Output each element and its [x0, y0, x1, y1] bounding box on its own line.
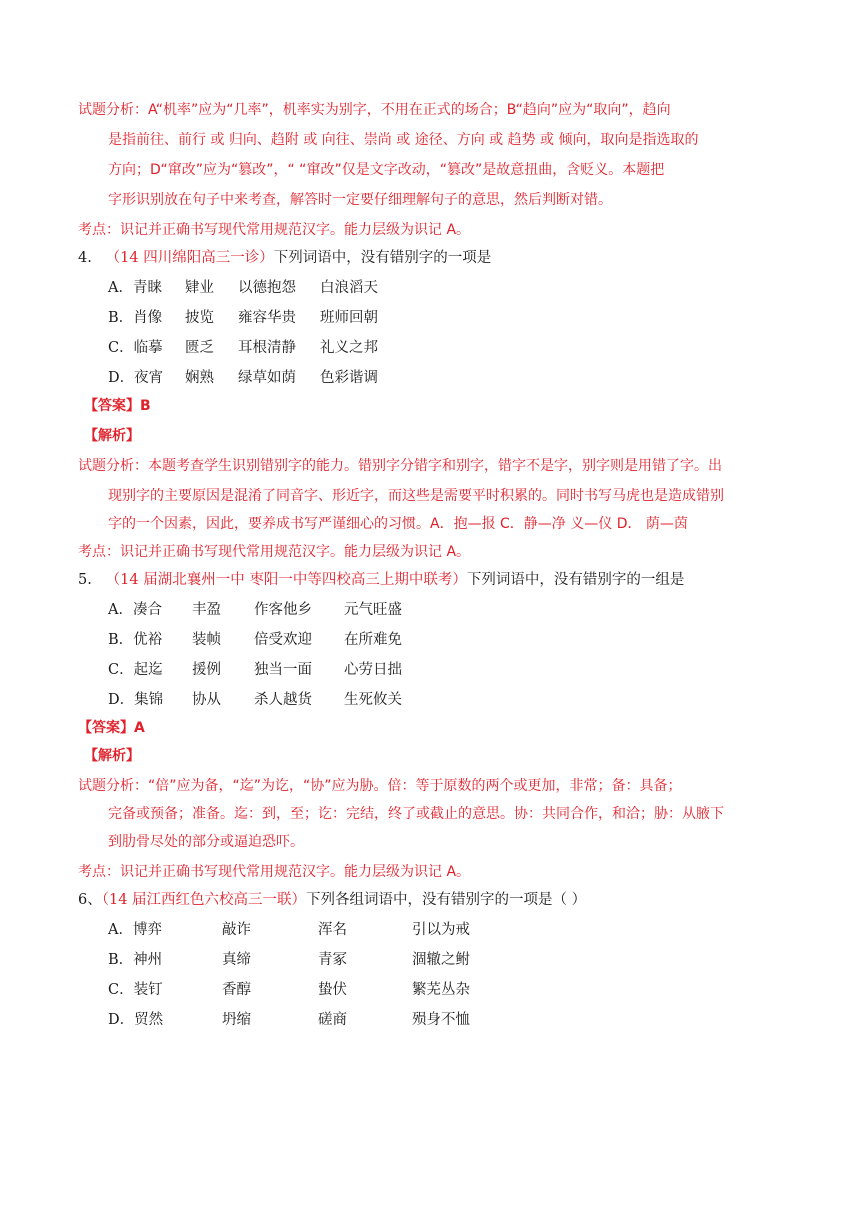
option-word: 磋商	[318, 1012, 347, 1028]
option-word: 真缔	[222, 952, 251, 968]
option-word: B．神州	[108, 952, 163, 968]
question-text: 下列词语中，没有错别字的一组是	[466, 572, 685, 588]
option-word: 援例	[192, 662, 221, 678]
analysis-line: 到肋骨尽处的部分或逼迫恐吓。	[108, 834, 304, 850]
option-word: 独当一面	[254, 662, 312, 678]
option-word: C．临摹	[108, 340, 163, 356]
option-word: 坍缩	[222, 1012, 251, 1028]
option-word: 匮乏	[185, 340, 214, 356]
kaodian-line: 考点：识记并正确书写现代常用规范汉字。能力层级为识记 A。	[78, 544, 471, 560]
question-number: 6、	[78, 892, 102, 908]
option-word: 涸辙之鲋	[412, 952, 470, 968]
option-word: 繁芜丛杂	[412, 982, 470, 998]
option-word: 装帧	[192, 632, 221, 648]
option-word: 耳根清静	[238, 340, 296, 356]
analysis-line: 是指前往、前行 或 归向、趋附 或 向往、崇尚 或 途径、方向 或 趋势 或 倾向，取向是指选取的	[108, 132, 699, 148]
kaodian-line: 考点：识记并正确书写现代常用规范汉字。能力层级为识记 A。	[78, 222, 471, 238]
option-word: 雍容华贵	[238, 310, 296, 326]
answer-label: 【答案】	[78, 720, 134, 736]
option-word: 青冢	[318, 952, 347, 968]
option-word: 绿草如荫	[238, 370, 296, 386]
option-word: 在所难免	[344, 632, 402, 648]
analysis-line: 试题分析：本题考查学生识别错别字的能力。错别字分错字和别字，错字不是字，别字则是用错了字。出	[78, 458, 722, 474]
option-word: 香醇	[222, 982, 251, 998]
question-6-stem	[78, 890, 586, 910]
option-word: 元气旺盛	[344, 602, 402, 618]
option-word: 白浪滔天	[320, 280, 378, 296]
option-word: 娴熟	[185, 370, 214, 386]
question-number: 4.	[78, 250, 92, 266]
option-word: 心劳日拙	[344, 662, 402, 678]
question-text: 下列各组词语中，没有错别字的一项是（ ）	[306, 892, 587, 908]
analysis-line: 现别字的主要原因是混淆了同音字、形近字，而这些是需要平时积累的。同时书写马虎也是造成错别	[108, 488, 724, 504]
option-word: 以德抱怨	[238, 280, 296, 296]
option-word: 倍受欢迎	[254, 632, 312, 648]
analysis-line: 字形识别放在句子中来考查，解答时一定要仔细理解句子的意思，然后判断对错。	[108, 192, 612, 208]
option-word: 班师回朝	[320, 310, 378, 326]
option-word: A．青睐	[108, 280, 162, 296]
option-word: 协从	[192, 692, 221, 708]
option-word: 【解析】	[84, 428, 140, 444]
option-word: 蛰伏	[318, 982, 347, 998]
option-word: 礼义之邦	[320, 340, 378, 356]
analysis-line: 方向；D“窜改”应为“篡改”，“ “窜改”仅是文字改动，“篡改”是故意扭曲，含贬义。本题把	[108, 162, 665, 178]
jiexi-label	[84, 746, 140, 766]
option-word: 【解析】	[84, 748, 140, 764]
option-word: A．凑合	[108, 602, 162, 618]
question-source: （14 届江西红色六校高三一联）	[101, 892, 307, 908]
answer-label: 【答案】	[84, 398, 140, 414]
kaodian-line: 考点：识记并正确书写现代常用规范汉字。能力层级为识记 A。	[78, 864, 471, 880]
option-word: 披览	[185, 310, 214, 326]
answer-line	[84, 396, 151, 416]
option-word: D．集锦	[108, 692, 164, 708]
question-4-stem	[78, 248, 491, 268]
analysis-line: 字的一个因素，因此，要养成书写严谨细心的习惯。A．抱—报 C．静—净 义—仪 D． 荫—茵	[108, 516, 688, 532]
answer-line	[78, 718, 145, 738]
option-word: A．博弈	[108, 922, 162, 938]
option-word: D．夜宵	[108, 370, 164, 386]
option-word: 引以为戒	[412, 922, 470, 938]
option-word: C．起迄	[108, 662, 163, 678]
question-text: 下列词语中，没有错别字的一项是	[273, 250, 492, 266]
option-word: D．贸然	[108, 1012, 164, 1028]
option-word: 肄业	[185, 280, 214, 296]
option-word: 作客他乡	[254, 602, 312, 618]
analysis-line: 试题分析：A“机率”应为“几率”，机率实为别字，不用在正式的场合；B“趋向”应为“取向”，趋向	[78, 102, 671, 118]
question-number: 5.	[78, 572, 92, 588]
analysis-line: 试题分析：“倍”应为备，“迄”为讫，“协”应为胁。倍：等于原数的两个或更加，非常；备：具备；	[78, 778, 682, 794]
option-word: 杀人越货	[254, 692, 312, 708]
option-word: B．优裕	[108, 632, 163, 648]
answer-value: A	[134, 720, 145, 736]
option-word: 生死攸关	[344, 692, 402, 708]
option-word: C．装钉	[108, 982, 163, 998]
option-word: 敲诈	[222, 922, 251, 938]
option-word: 浑名	[318, 922, 347, 938]
option-word: 殒身不恤	[412, 1012, 470, 1028]
question-source: （14 届湖北襄州一中 枣阳一中等四校高三上期中联考）	[105, 572, 467, 588]
option-word: B．肖像	[108, 310, 163, 326]
option-word: 丰盈	[192, 602, 221, 618]
option-word: 色彩谐调	[320, 370, 378, 386]
answer-value: B	[140, 398, 151, 414]
question-5-stem	[78, 570, 684, 590]
question-source: （14 四川绵阳高三一诊）	[105, 250, 274, 266]
jiexi-label	[84, 426, 140, 446]
analysis-line: 完备或预备；准备。迄：到，至；讫：完结，终了或截止的意思。协：共同合作，和洽；胁：从腋下	[108, 806, 724, 822]
